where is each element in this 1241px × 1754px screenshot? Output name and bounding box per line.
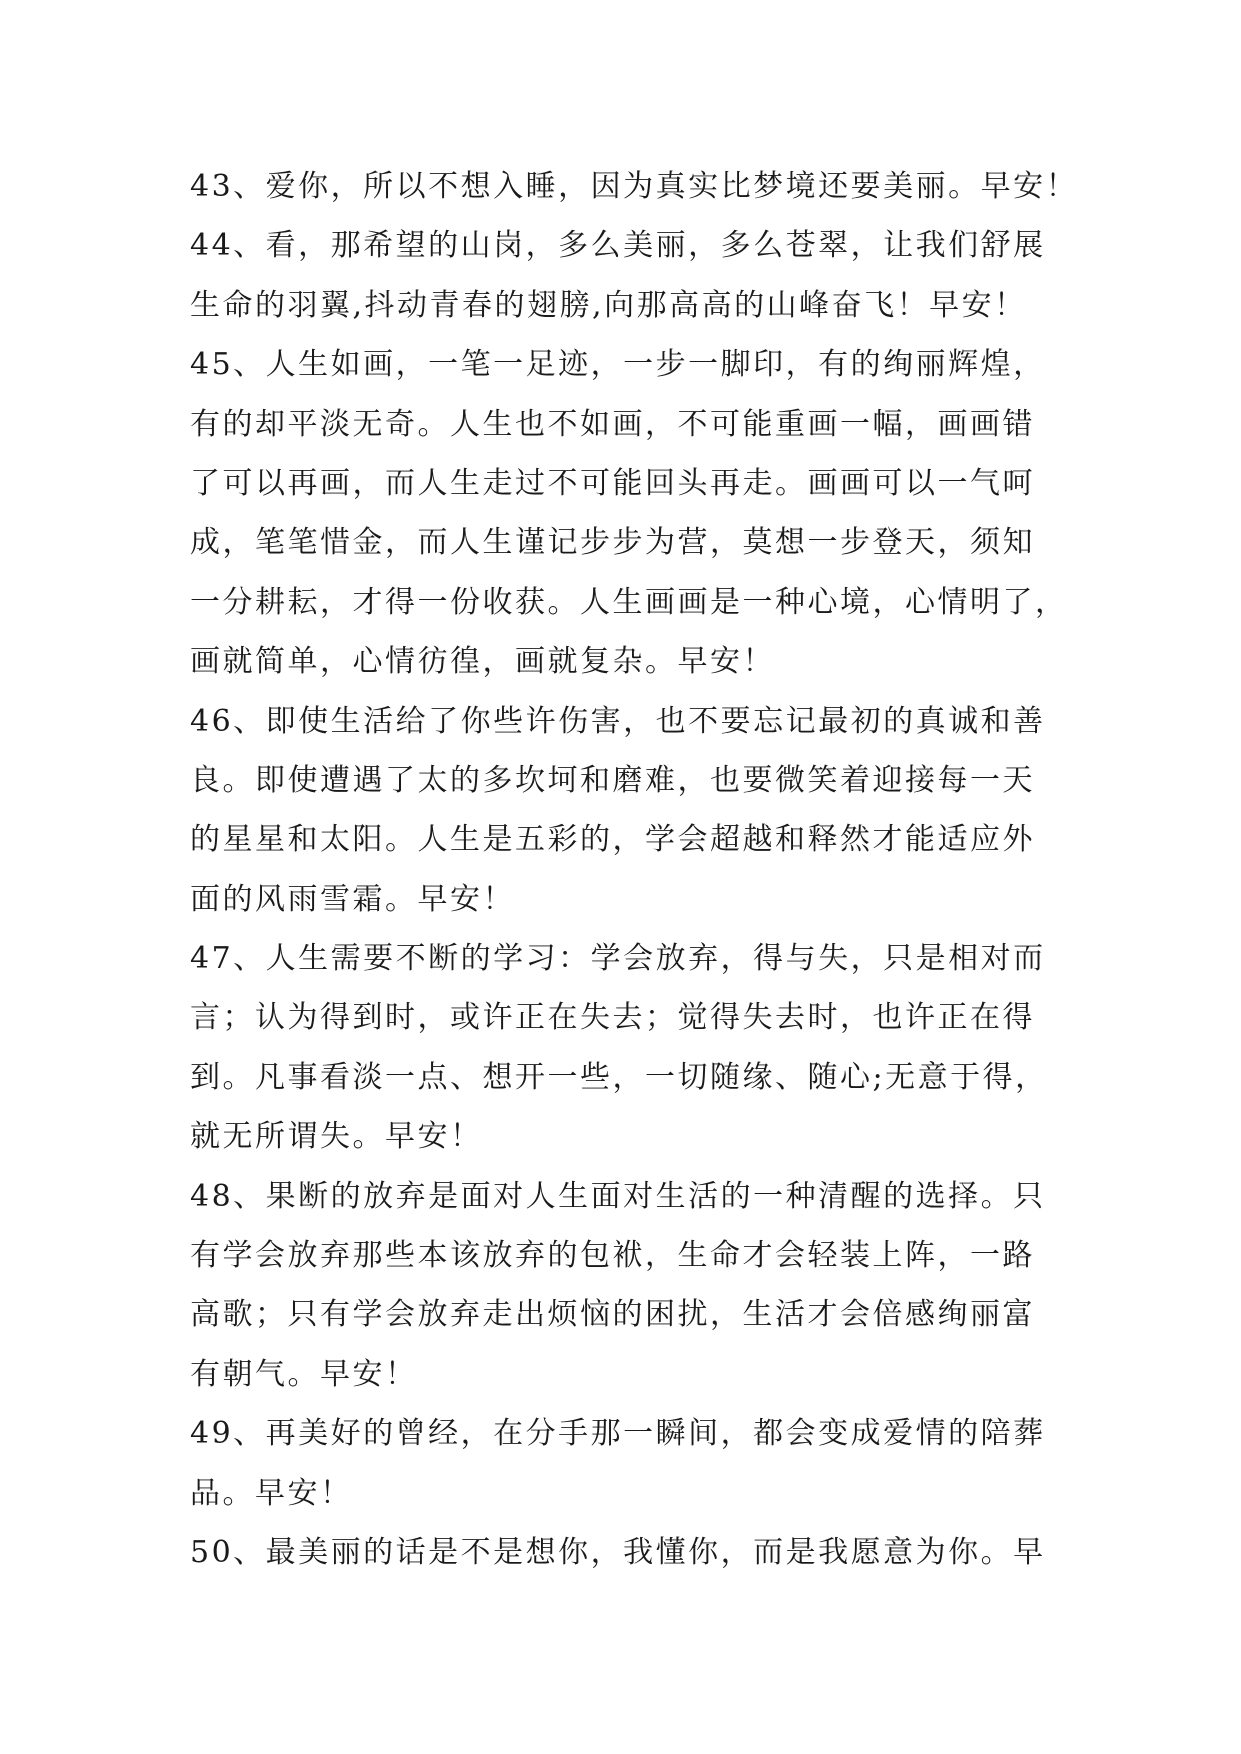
text-line: 了可以再画，而人生走过不可能回头再走。画画可以一气呵 xyxy=(190,465,1035,501)
text-line: 品。早安！ xyxy=(190,1475,353,1511)
text-line: 有朝气。早安！ xyxy=(190,1356,418,1392)
text-line: 有学会放弃那些本该放弃的包袱，生命才会轻装上阵，一路 xyxy=(190,1238,1035,1274)
text-line: 49、再美好的曾经，在分手那一瞬间，都会变成爱情的陪葬 xyxy=(190,1416,1046,1452)
text-line: 面的风雨雪霜。早安！ xyxy=(190,881,515,917)
text-line: 成，笔笔惜金，而人生谨记步步为营，莫想一步登天，须知 xyxy=(190,525,1035,561)
text-line: 有的却平淡无奇。人生也不如画，不可能重画一幅，画画错 xyxy=(190,406,1035,442)
text-line: 良。即使遭遇了太的多坎坷和磨难，也要微笑着迎接每一天 xyxy=(190,762,1035,798)
text-line: 到。凡事看淡一点、想开一些，一切随缘、随心;无意于得， xyxy=(190,1059,1048,1095)
text-line: 就无所谓失。早安！ xyxy=(190,1119,483,1155)
text-line: 的星星和太阳。人生是五彩的，学会超越和释然才能适应外 xyxy=(190,822,1035,858)
text-line: 生命的羽翼,抖动青春的翅膀,向那高高的山峰奋飞！早安！ xyxy=(190,287,1027,323)
text-line: 一分耕耘，才得一份收获。人生画画是一种心境，心情明了， xyxy=(190,584,1068,620)
text-line: 言；认为得到时，或许正在失去；觉得失去时，也许正在得 xyxy=(190,1000,1035,1036)
body-text xyxy=(190,157,1079,1582)
text-line: 画就简单，心情彷徨，画就复杂。早安！ xyxy=(190,644,775,680)
text-line: 46、即使生活给了你些许伤害，也不要忘记最初的真诚和善 xyxy=(190,703,1046,739)
text-line: 44、看，那希望的山岗，多么美丽，多么苍翠，让我们舒展 xyxy=(190,228,1046,264)
text-line: 48、果断的放弃是面对人生面对生活的一种清醒的选择。只 xyxy=(190,1178,1046,1214)
text-line: 47、人生需要不断的学习：学会放弃，得与失，只是相对而 xyxy=(190,941,1046,977)
text-line: 高歌；只有学会放弃走出烦恼的困扰，生活才会倍感绚丽富 xyxy=(190,1297,1035,1333)
text-line: 45、人生如画，一笔一足迹，一步一脚印，有的绚丽辉煌， xyxy=(190,347,1046,383)
text-line: 43、爱你，所以不想入睡，因为真实比梦境还要美丽。早安！ xyxy=(190,169,1079,204)
text-line: 50、最美丽的话是不是想你，我懂你，而是我愿意为你。早 xyxy=(190,1534,1046,1570)
